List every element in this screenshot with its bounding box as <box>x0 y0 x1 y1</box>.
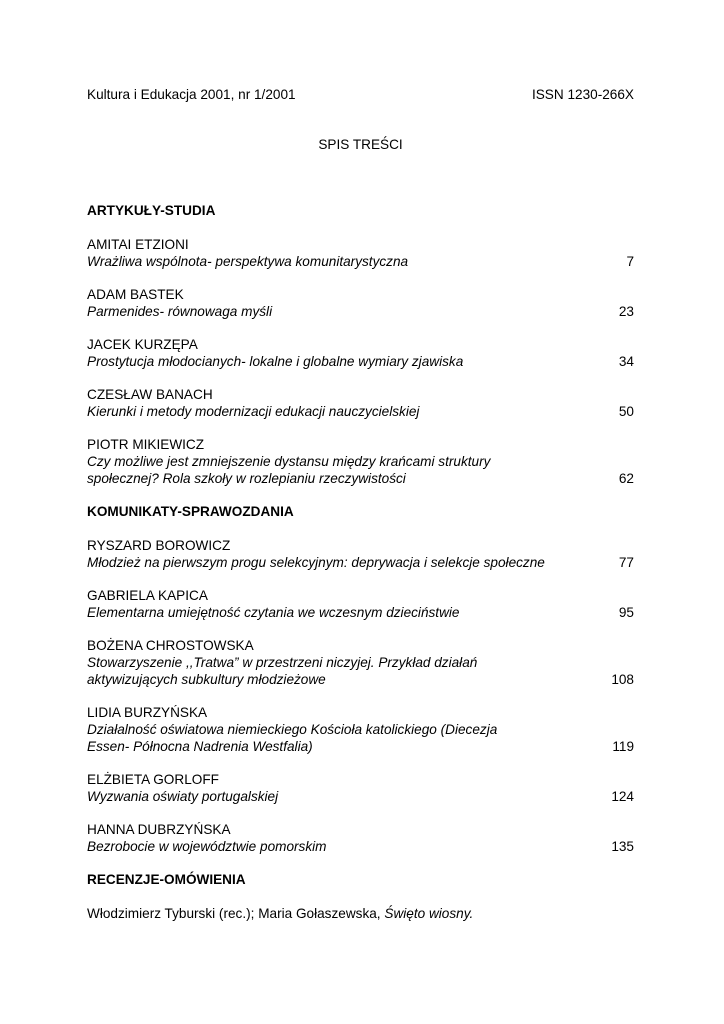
entry-page-number: 62 <box>618 471 634 486</box>
review-author-info: Włodzimierz Tyburski (rec.); Maria Gołaszewska, <box>87 906 381 921</box>
entry-title-line: Essen- Północna Nadrenia Westfalia) <box>87 739 313 754</box>
toc-entry <box>87 704 634 755</box>
entry-author: AMITAI ETZIONI <box>87 237 189 252</box>
toc-entry <box>87 587 634 621</box>
toc-entry <box>87 637 634 688</box>
toc-entry <box>87 386 634 420</box>
toc-entry <box>87 236 634 270</box>
entry-author: GABRIELA KAPICA <box>87 588 208 603</box>
review-entry <box>87 905 634 923</box>
entry-title: Wrażliwa wspólnota- perspektywa komunitarystyczna <box>87 254 409 269</box>
entry-author: ELŻBIETA GORLOFF <box>87 772 219 787</box>
section-heading-reports: KOMUNIKATY-SPRAWOZDANIA <box>87 504 294 519</box>
entry-page-number: 77 <box>618 555 634 570</box>
entry-title-line: Stowarzyszenie ,,Tratwa” w przestrzeni niczyjej. Przykład działań <box>87 655 478 670</box>
entry-author: HANNA DUBRZYŃSKA <box>87 822 231 837</box>
entry-page-number: 34 <box>618 354 634 369</box>
entry-page-number: 135 <box>611 839 634 854</box>
issn-number: ISSN 1230-266X <box>531 87 634 102</box>
entry-title: Elementarna umiejętność czytania we wczesnym dzieciństwie <box>87 605 460 620</box>
section-heading-reviews: RECENZJE-OMÓWIENIA <box>87 872 246 887</box>
entry-title: Kierunki i metody modernizacji edukacji nauczycielskiej <box>87 404 420 419</box>
entry-author: RYSZARD BOROWICZ <box>87 538 231 553</box>
entry-author: BOŻENA CHROSTOWSKA <box>87 638 254 653</box>
entry-page-number: 7 <box>626 254 634 269</box>
entry-author: LIDIA BURZYŃSKA <box>87 705 208 720</box>
toc-page <box>87 86 634 923</box>
entry-title-line: aktywizujących subkultury młodzieżowe <box>87 672 326 687</box>
toc-entry <box>87 537 634 571</box>
entry-page-number: 108 <box>611 672 634 687</box>
toc-entry <box>87 336 634 370</box>
entry-author: PIOTR MIKIEWICZ <box>87 437 205 452</box>
review-book-title: Święto wiosny. <box>384 906 474 921</box>
entry-title: Wyzwania oświaty portugalskiej <box>87 789 279 804</box>
document-header <box>87 86 634 104</box>
entry-page-number: 124 <box>611 789 634 804</box>
section-heading-articles: ARTYKUŁY-STUDIA <box>87 203 216 218</box>
entry-author: JACEK KURZĘPA <box>87 337 198 352</box>
entry-title-line: Działalność oświatowa niemieckiego Kościoła katolickiego (Diecezja <box>87 722 498 737</box>
entry-title-line: Czy możliwe jest zmniejszenie dystansu między krańcami struktury <box>87 454 491 469</box>
toc-entry <box>87 821 634 855</box>
entry-page-number: 119 <box>612 739 634 754</box>
toc-entry <box>87 286 634 320</box>
entry-title: Bezrobocie w województwie pomorskim <box>87 839 327 854</box>
entry-page-number: 23 <box>618 304 634 319</box>
toc-entry <box>87 771 634 805</box>
entry-title-line: społecznej? Rola szkoły w rozlepianiu rzeczywistości <box>87 471 406 486</box>
entry-title: Parmenides- równowaga myśli <box>87 304 273 319</box>
entry-title: Młodzież na pierwszym progu selekcyjnym: deprywacja i selekcje społeczne <box>87 555 545 570</box>
entry-page-number: 50 <box>618 404 634 419</box>
entry-author: ADAM BASTEK <box>87 287 184 302</box>
journal-info: Kultura i Edukacja 2001, nr 1/2001 <box>87 87 296 102</box>
toc-entry <box>87 436 634 487</box>
entry-title: Prostytucja młodocianych- lokalne i globalne wymiary zjawiska <box>87 354 464 369</box>
entry-author: CZESŁAW BANACH <box>87 387 213 402</box>
table-of-contents-title: SPIS TREŚCI <box>318 137 403 152</box>
entry-page-number: 95 <box>618 605 634 620</box>
